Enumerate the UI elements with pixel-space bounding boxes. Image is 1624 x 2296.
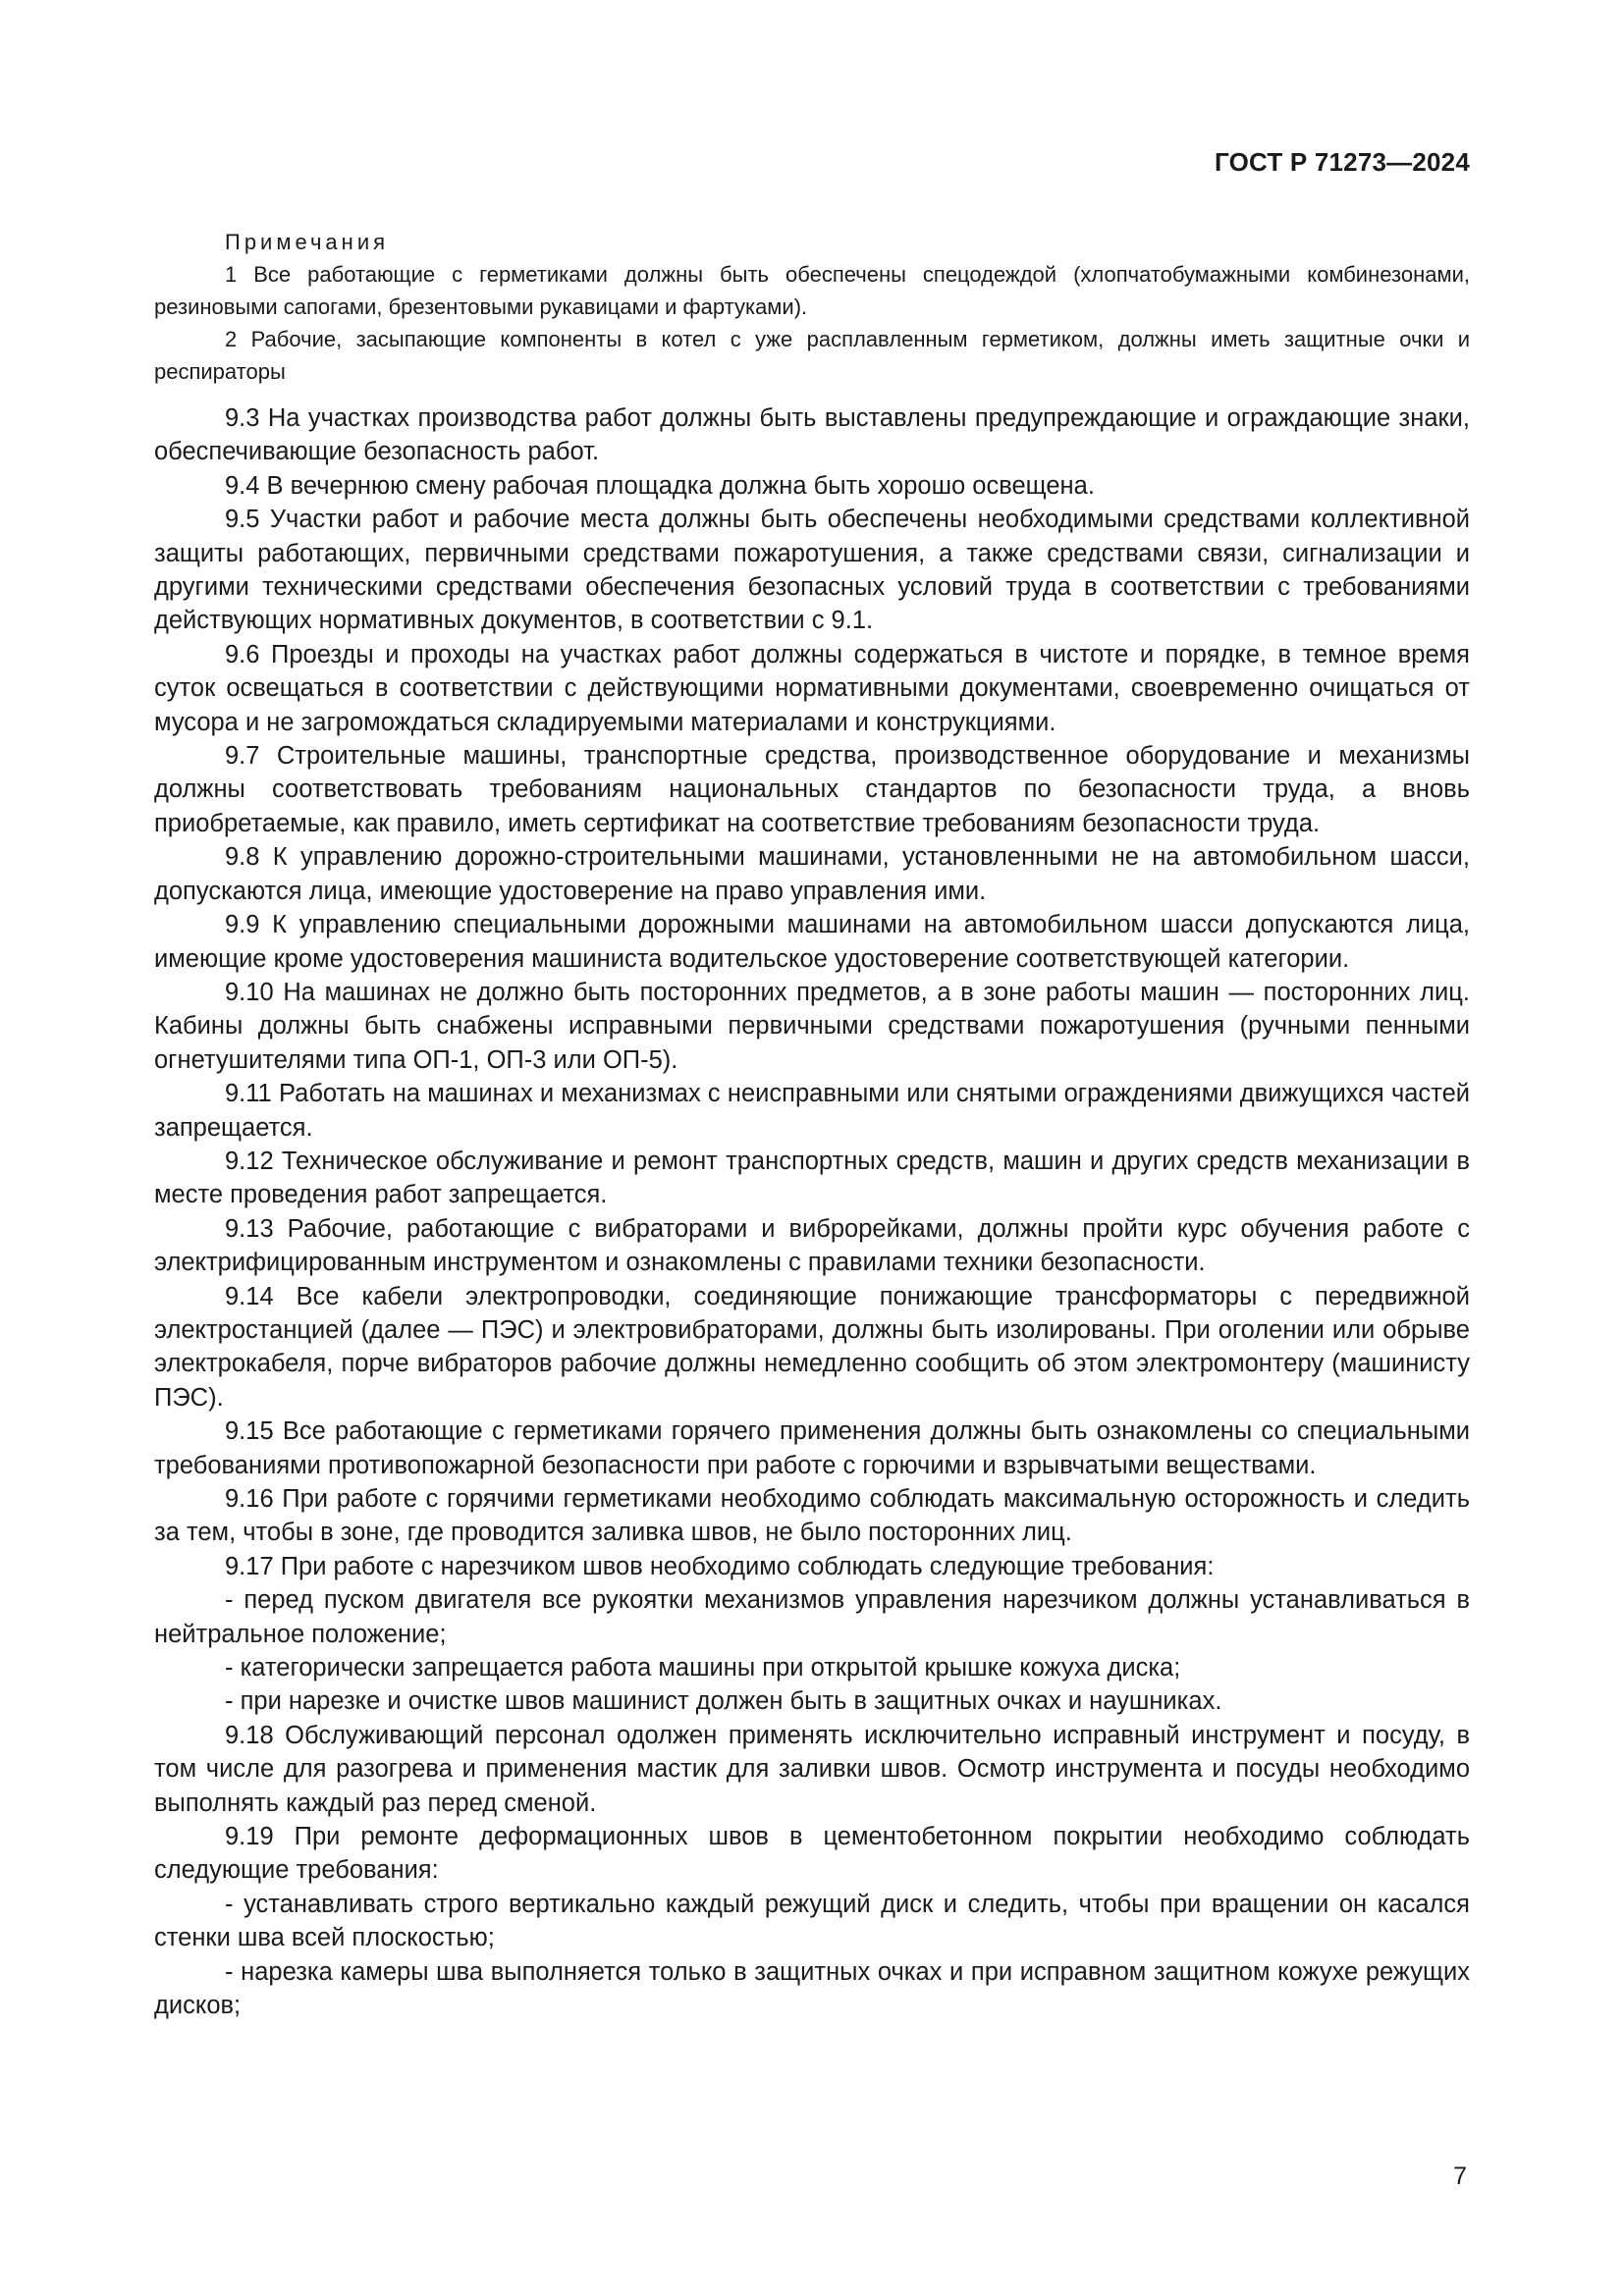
note-item: 2 Рабочие, засыпающие компоненты в котел с уже расплавленным герметиком, должны иметь защитные очки и респираторы — [154, 327, 1470, 384]
paragraph-9-14: 9.14 Все кабели электропроводки, соединяющие понижающие трансформаторы с передвижной электростанцией (далее — ПЭС) и электровибраторами, должны быть изолированы. При оголении или обрыве электрокабеля, порче вибраторов рабочие должны немедленно сообщить об этом электромонтеру (машинисту ПЭС). — [154, 1282, 1470, 1412]
paragraph-9-11: 9.11 Работать на машинах и механизмах с неисправными или снятыми ограждениями движущихся частей запрещается. — [154, 1080, 1470, 1142]
paragraph-9-16: 9.16 При работе с горячими герметиками необходимо соблюдать максимальную осторожность и следить за тем, чтобы в зоне, где проводится заливка швов, не было посторонних лиц. — [154, 1485, 1470, 1547]
list-item: - нарезка камеры шва выполняется только в защитных очках и при исправном защитном кожухе режущих дисков; — [154, 1957, 1470, 2020]
standard-code-header: ГОСТ Р 71273—2024 — [1215, 147, 1470, 177]
note-item: 1 Все работающие с герметиками должны быть обеспечены спецодеждой (хлопчатобумажными комбинезонами, резиновыми сапогами, брезентовыми рукавицами и фартуками). — [154, 262, 1470, 319]
paragraph-9-7: 9.7 Строительные машины, транспортные средства, производственное оборудование и механизмы должны соответствовать требованиям национальных стандартов по безопасности труда, а вновь приобретаемые, как правило, иметь сертификат на соответствие требованиям безопасности труда. — [154, 742, 1470, 837]
list-item: - категорически запрещается работа машины при открытой крышке кожуха диска; — [225, 1654, 1181, 1682]
list-item: - устанавливать строго вертикально каждый режущий диск и следить, чтобы при вращении он касался стенки шва всей плоскостью; — [154, 1890, 1470, 1952]
paragraph-9-3: 9.3 На участках производства работ должны быть выставлены предупреждающие и ограждающие знаки, обеспечивающие безопасность работ. — [154, 404, 1470, 466]
paragraph-9-8: 9.8 К управлению дорожно-строительными машинами, установленными не на автомобильном шасси, допускаются лица, имеющие удостоверение на право управления ими. — [154, 843, 1470, 905]
paragraph-9-17: 9.17 При работе с нарезчиком швов необходимо соблюдать следующие требования: — [225, 1552, 1215, 1580]
paragraph-9-9: 9.9 К управлению специальными дорожными машинами на автомобильном шасси допускаются лица, имеющие кроме удостоверения машиниста водительское удостоверение соответствующей категории. — [154, 911, 1470, 973]
paragraph-9-12: 9.12 Техническое обслуживание и ремонт транспортных средств, машин и других средств механизации в месте проведения работ запрещается. — [154, 1147, 1470, 1209]
paragraph-9-13: 9.13 Рабочие, работающие с вибраторами и виброрейками, должны пройти курс обучения работе с электрифицированным инструментом и ознакомлены с правилами техники безопасности. — [154, 1214, 1470, 1277]
paragraph-9-4: 9.4 В вечернюю смену рабочая площадка должна быть хорошо освещена. — [225, 471, 1095, 500]
paragraph-9-18: 9.18 Обслуживающий персонал одолжен применять исключительно исправный инструмент и посуду, в том числе для разогрева и применения мастик для заливки швов. Осмотр инструмента и посуды необходимо выполнять каждый раз перед сменой. — [154, 1721, 1470, 1817]
notes-title: Примечания — [225, 230, 390, 254]
list-item: - при нарезке и очистке швов машинист должен быть в защитных очках и наушниках. — [225, 1687, 1222, 1716]
page-content — [154, 226, 1470, 2023]
paragraph-9-5: 9.5 Участки работ и рабочие места должны быть обеспечены необходимыми средствами коллективной защиты работающих, первичными средствами пожаротушения, а также средствами связи, сигнализации и другими техническими средствами обеспечения безопасных условий труда в соответствии с требованиями действующих нормативных документов, в соответствии с 9.1. — [154, 506, 1470, 635]
paragraph-9-6: 9.6 Проезды и проходы на участках работ должны содержаться в чистоте и порядке, в темное время суток освещаться в соответствии с действующими нормативными документами, своевременно очищаться от мусора и не загромождаться складируемыми материалами и конструкциями. — [154, 640, 1470, 736]
notes-block — [154, 226, 1470, 388]
main-text — [154, 401, 1470, 2023]
paragraph-9-19: 9.19 При ремонте деформационных швов в цементобетонном покрытии необходимо соблюдать следующие требования: — [154, 1823, 1470, 1885]
paragraph-9-10: 9.10 На машинах не должно быть посторонних предметов, а в зоне работы машин — посторонних лиц. Кабины должны быть снабжены исправными первичными средствами пожаротушения (ручными пенными огнетушителями типа ОП-1, ОП-3 или ОП-5). — [154, 978, 1470, 1074]
paragraph-9-15: 9.15 Все работающие с герметиками горячего применения должны быть ознакомлены со специальными требованиями противопожарной безопасности при работе с горючими и взрывчатыми веществами. — [154, 1417, 1470, 1479]
list-item: - перед пуском двигателя все рукоятки механизмов управления нарезчиком должны устанавливаться в нейтральное положение; — [154, 1586, 1470, 1648]
page-number: 7 — [1453, 2163, 1467, 2190]
